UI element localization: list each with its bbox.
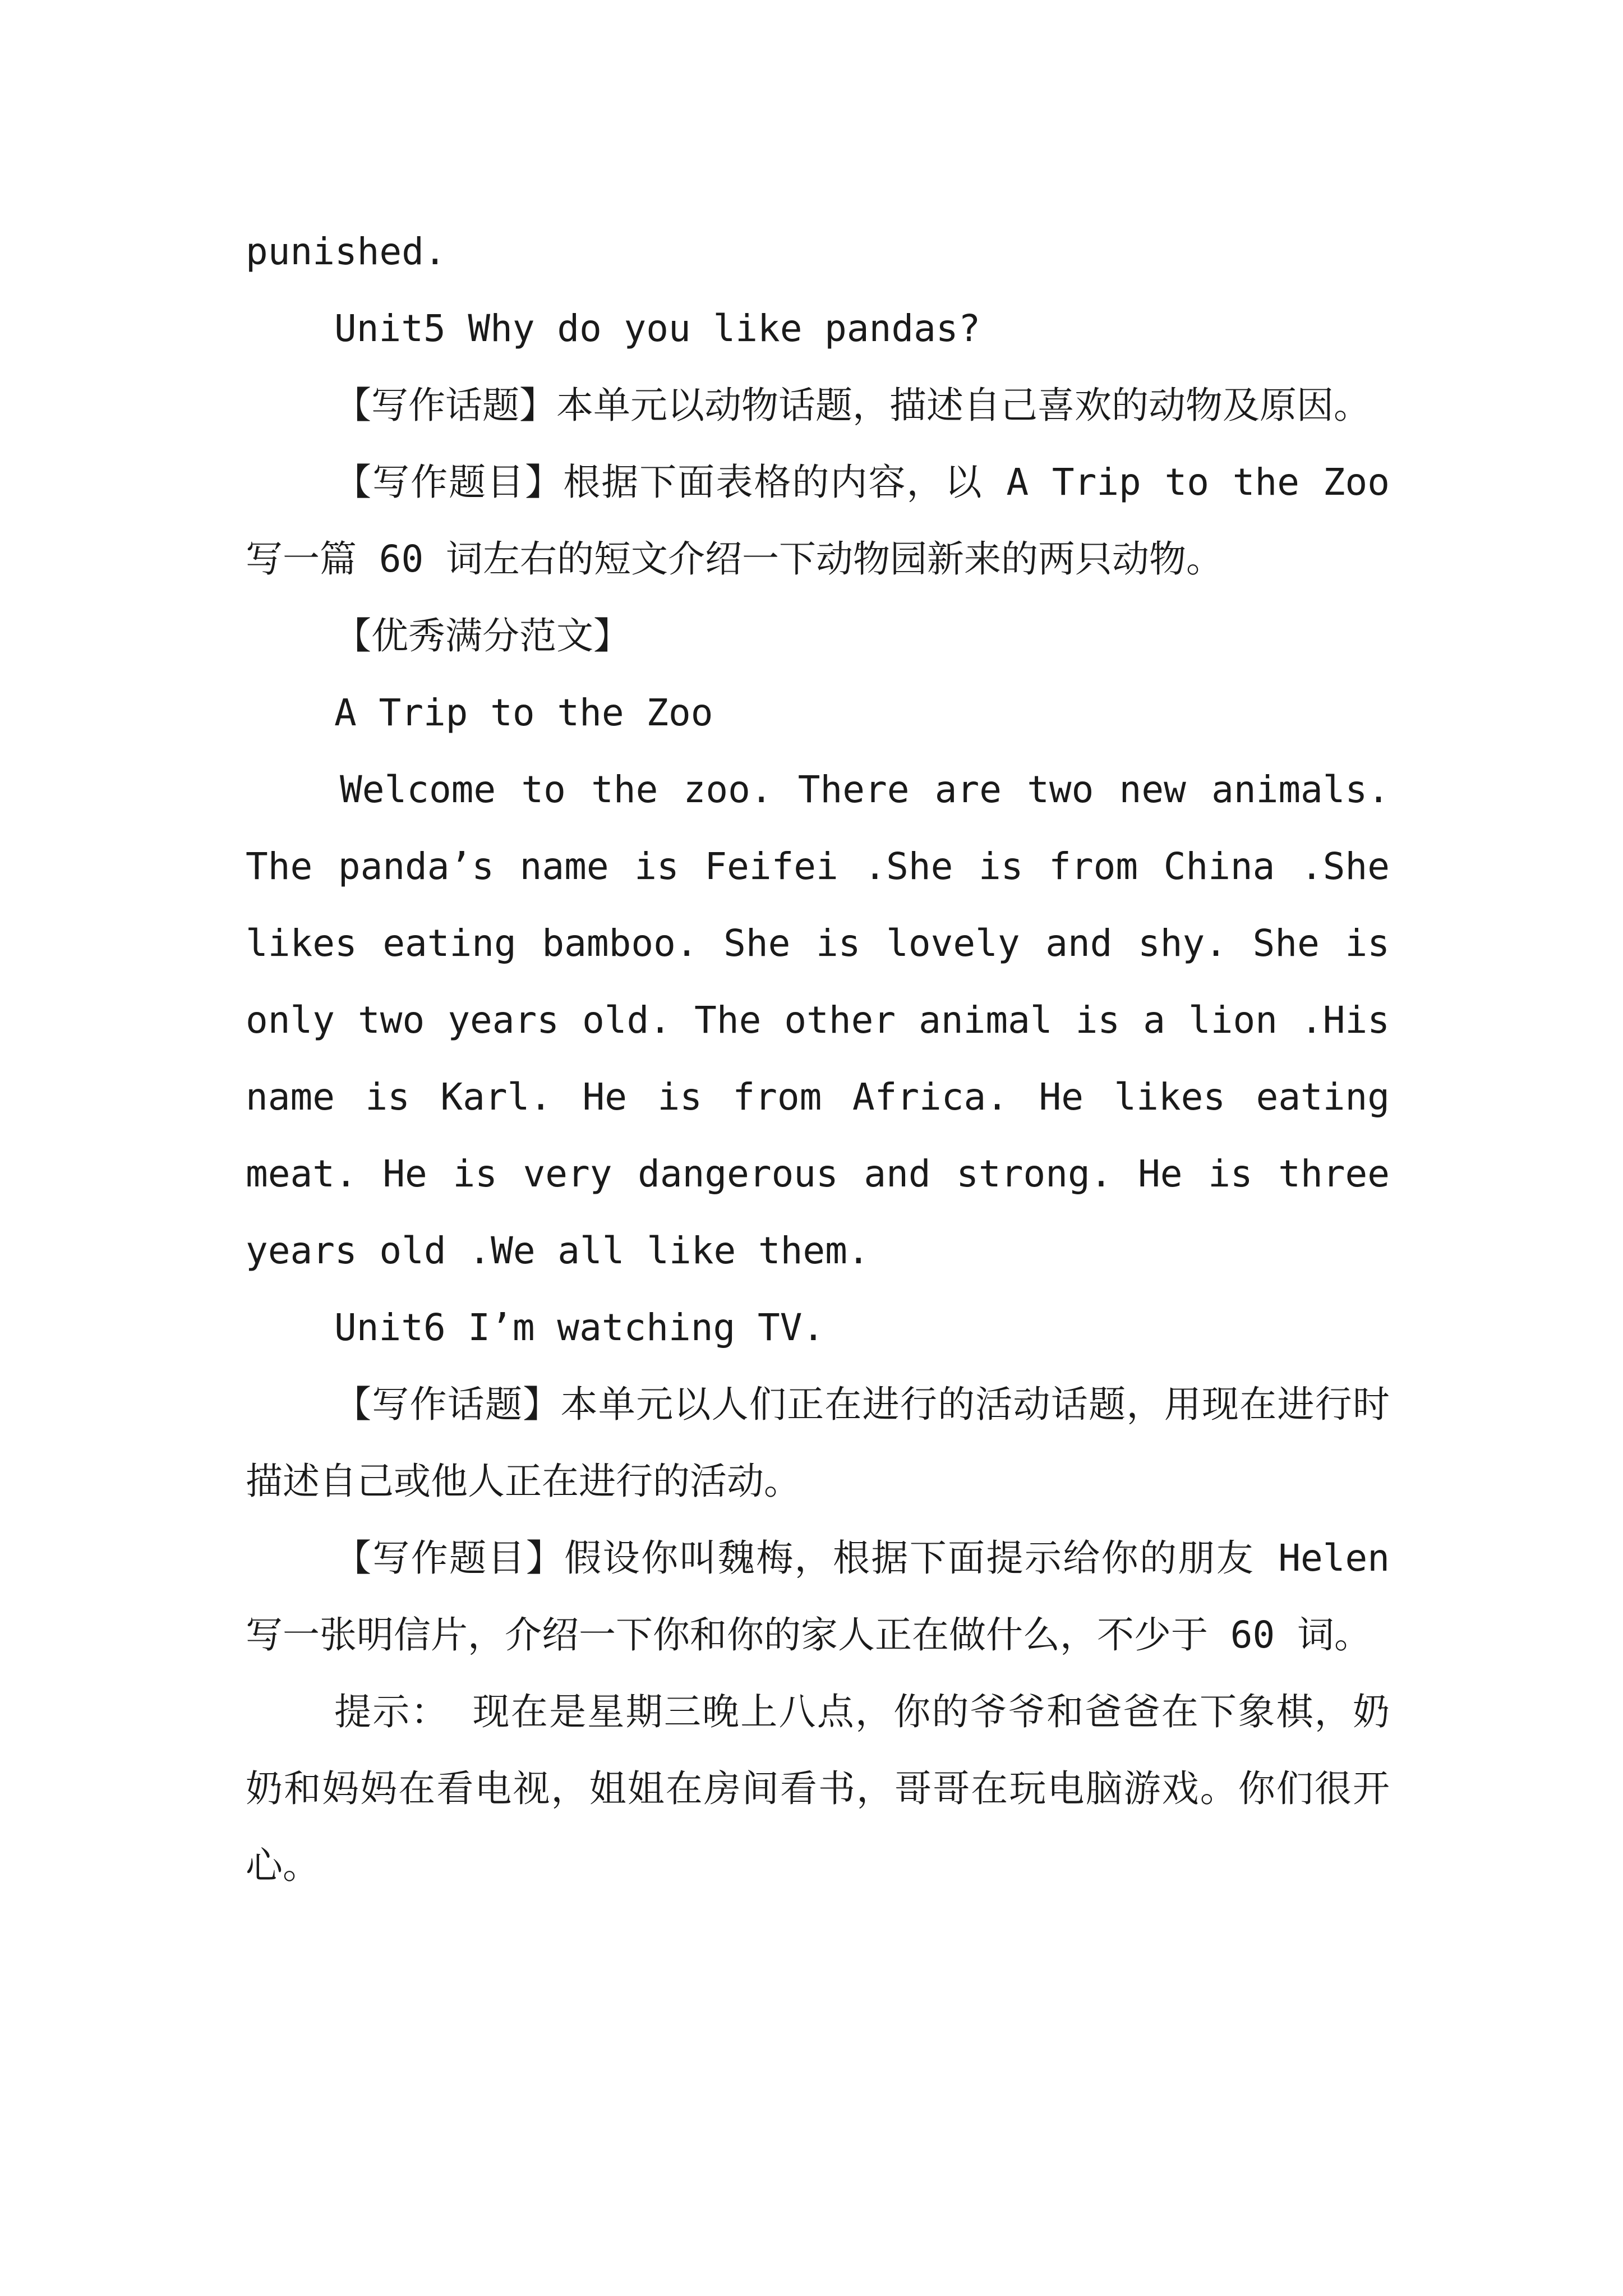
unit5-sample-essay: Welcome to the zoo. There are two new animals. The panda’s name is Feifei .She is from China .She likes eating bamboo. She is lovely and shy. She is only two years old. The other animal is a lion .His name is Karl. He is from Africa. He likes eating meat. He is very dangerous and strong. He is three years old .We all like them.: [246, 768, 1412, 1272]
unit6-writing-task: 【写作题目】假设你叫魏梅，根据下面提示给你的朋友 Helen 写一张明信片，介绍一下你和你的家人正在做什么，不少于 60 词。: [246, 1536, 1412, 1657]
unit5-writing-topic: 【写作话题】本单元以动物话题，描述自己喜欢的动物及原因。: [334, 384, 1371, 427]
document-page: [246, 213, 1412, 1904]
unit6-writing-topic: 【写作话题】本单元以人们正在进行的活动话题，用现在进行时描述自己或他人正在进行的活动。: [246, 1383, 1390, 1503]
unit5-writing-task: 【写作题目】根据下面表格的内容，以 A Trip to the Zoo 写一篇 60 词左右的短文介绍一下动物园新来的两只动物。: [246, 461, 1412, 581]
unit6-hint: 提示： 现在是星期三晚上八点，你的爷爷和爸爸在下象棋，奶奶和妈妈在看电视，姐姐在房间看书，哥哥在玩电脑游戏。你们很开心。: [246, 1690, 1390, 1887]
unit6-heading: Unit6 I’m watching TV.: [334, 1306, 825, 1349]
paragraph-continuation: punished.: [246, 230, 446, 273]
unit5-sample-label: 【优秀满分范文】: [334, 614, 630, 657]
unit5-sample-title: A Trip to the Zoo: [334, 691, 713, 734]
unit5-heading: Unit5 Why do you like pandas?: [334, 307, 981, 350]
